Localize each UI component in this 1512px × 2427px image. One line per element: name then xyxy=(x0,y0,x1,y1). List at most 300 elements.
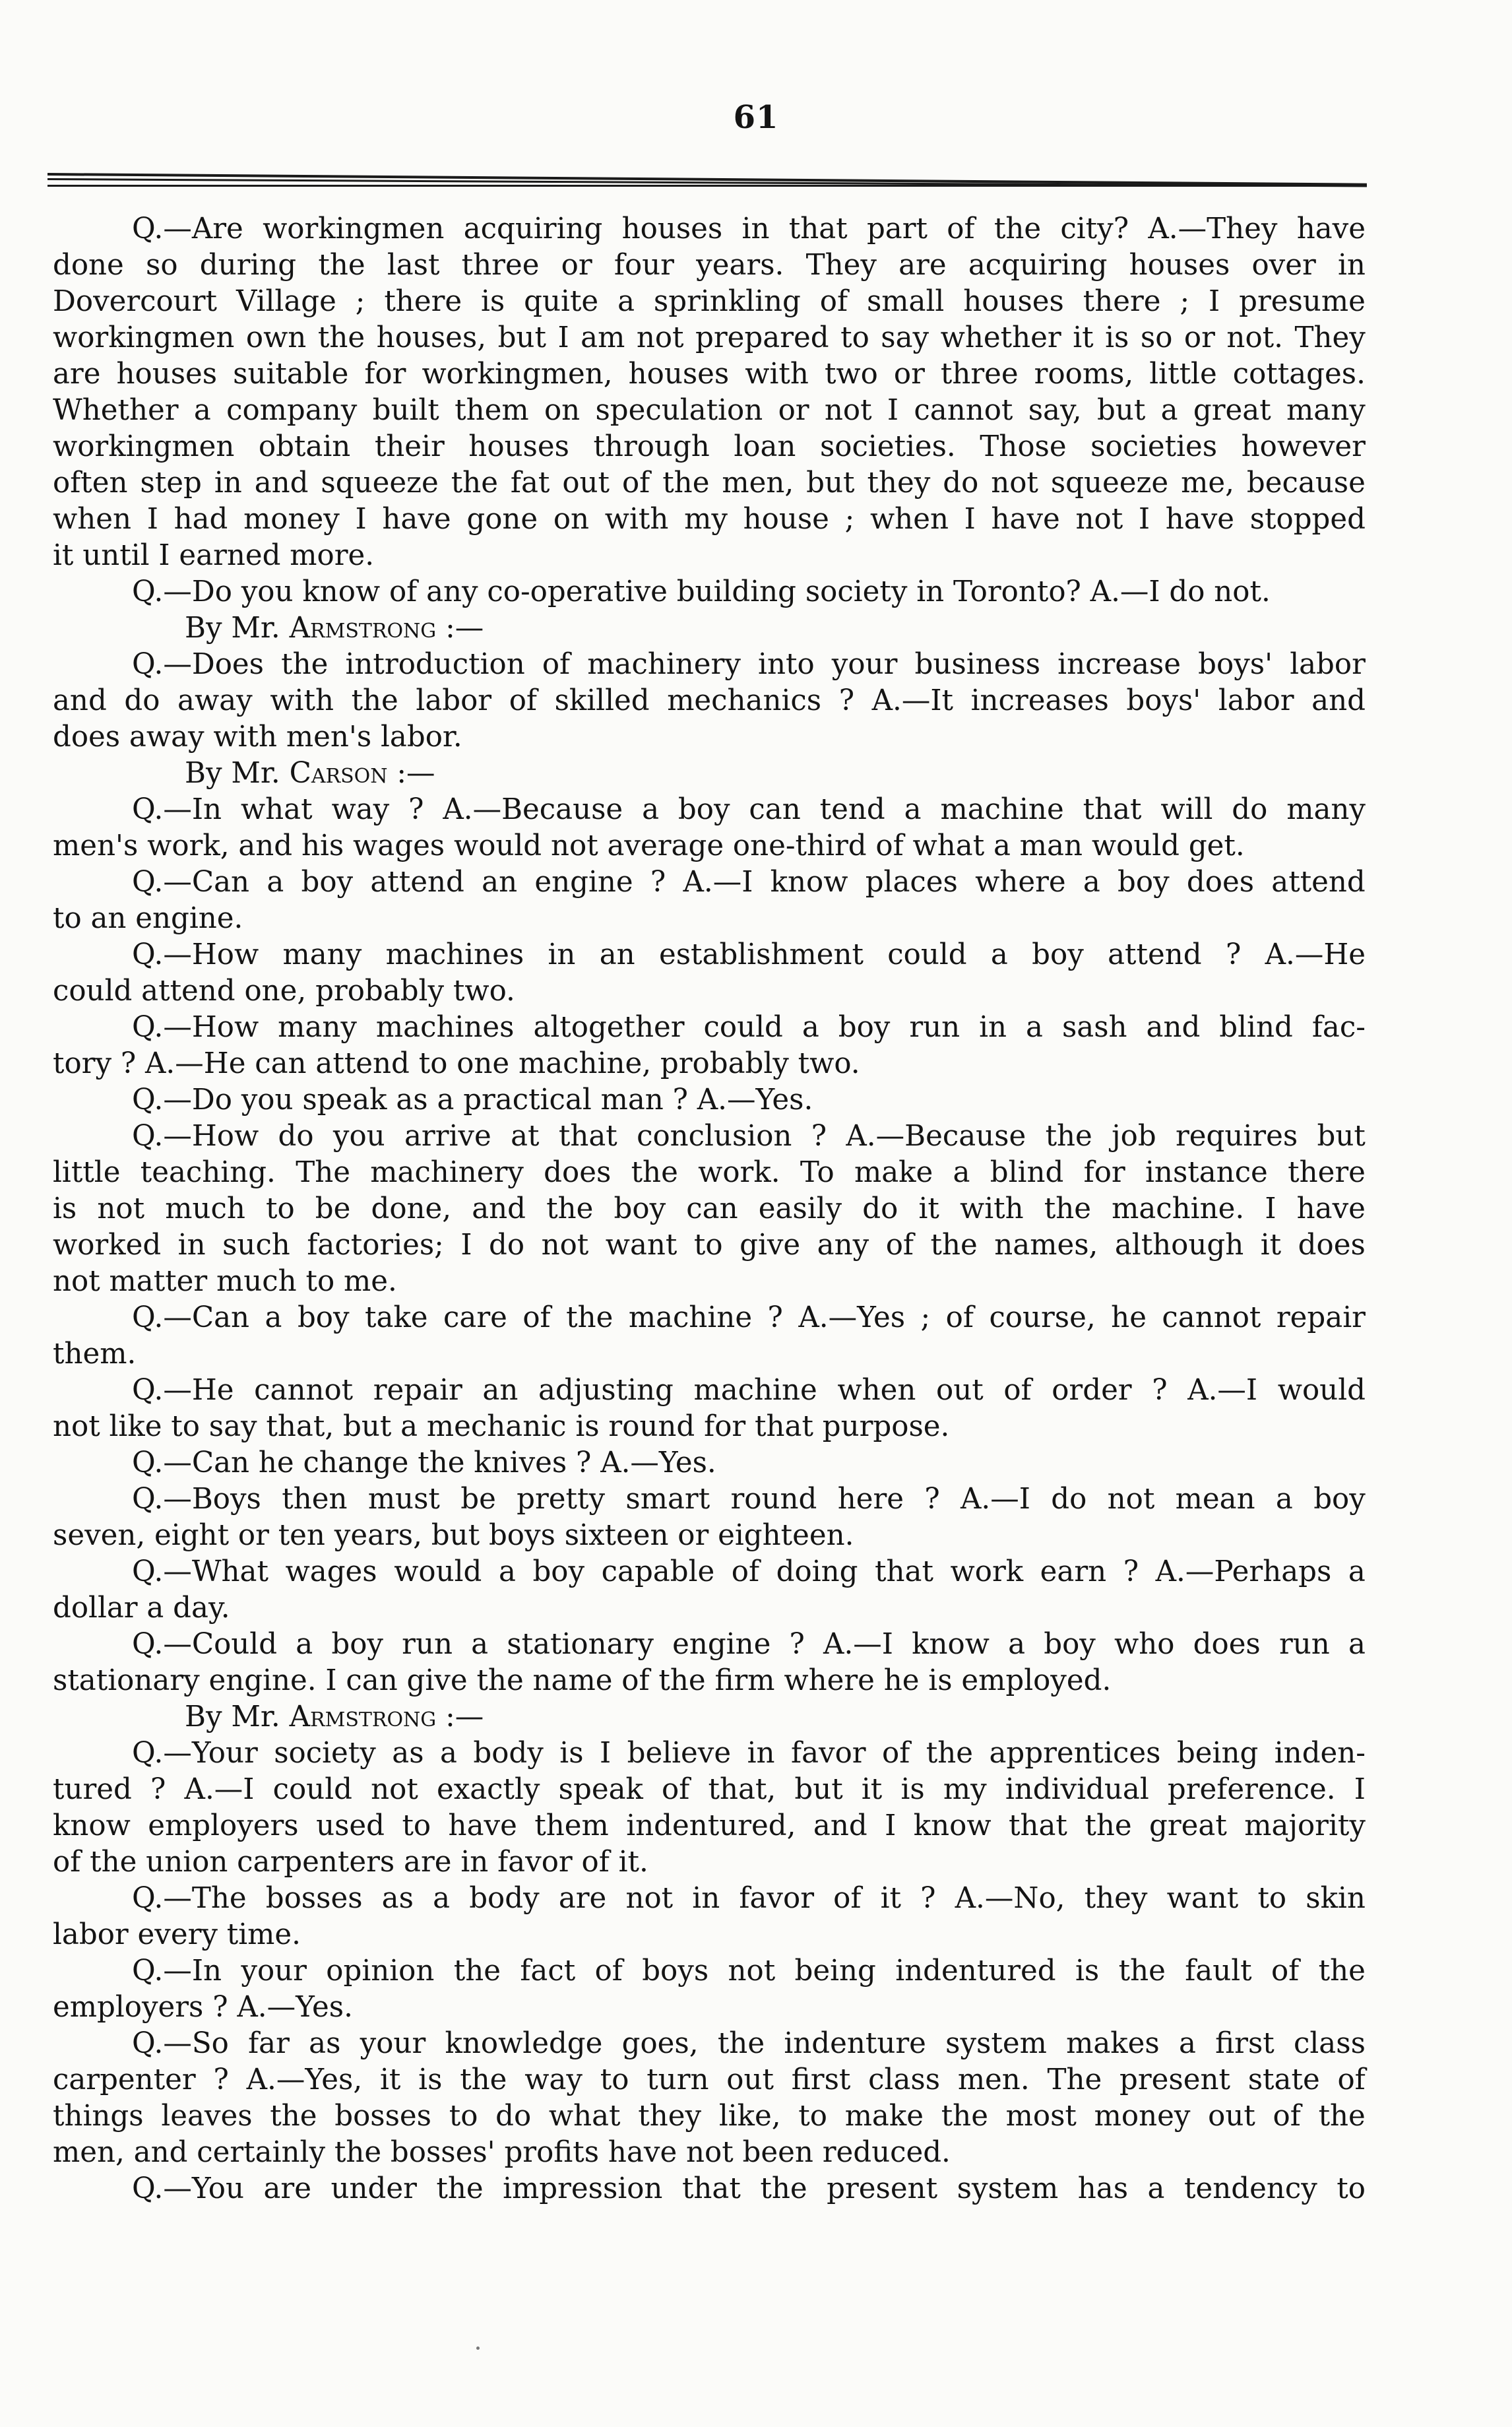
word: favor xyxy=(739,1882,814,1915)
text-line: tory ? A.—He can attend to one machine, probably two. xyxy=(53,1047,860,1080)
word: state xyxy=(1247,2063,1320,2096)
word: on xyxy=(544,394,581,427)
word: done xyxy=(53,249,124,282)
word: houses xyxy=(1129,249,1230,282)
word: ; xyxy=(920,1301,931,1334)
word: things xyxy=(53,2100,144,2133)
speaker-prefix: By Mr. xyxy=(185,757,290,790)
word: will xyxy=(1160,793,1213,826)
word: ? xyxy=(150,1773,166,1806)
word: to xyxy=(693,1229,723,1262)
text-line: men's work, and his wages would not average one-third of what a man would get. xyxy=(53,829,1245,862)
text-line: labor every time. xyxy=(53,1918,301,1951)
word: gone xyxy=(466,503,538,536)
word: ; xyxy=(844,503,855,536)
word: out xyxy=(1208,2100,1255,2133)
word: like, xyxy=(718,2100,781,2133)
word: class xyxy=(1294,2027,1366,2060)
word: being xyxy=(1176,1737,1259,1770)
word: know xyxy=(913,1809,992,1842)
word: acquiring xyxy=(463,212,603,245)
text-line: of the union carpenters are in favor of it. xyxy=(53,1846,648,1879)
word: arrive xyxy=(404,1120,491,1153)
word: does xyxy=(544,1156,612,1189)
word: present xyxy=(1119,2063,1230,2096)
speaker-heading xyxy=(53,756,1366,792)
word: run xyxy=(402,1628,453,1661)
word: smart xyxy=(625,1483,710,1516)
word: as xyxy=(392,1737,424,1770)
word: not xyxy=(1075,503,1123,536)
word: I xyxy=(1265,1192,1276,1225)
text-line: men, and certainly the bosses' profits have not been reduced. xyxy=(53,2136,951,2169)
word: out xyxy=(562,467,610,500)
speaker-name: Armstrong xyxy=(289,612,437,645)
word: to xyxy=(265,1192,295,1225)
word: of xyxy=(594,1955,623,1988)
speaker-suffix: :— xyxy=(436,1700,484,1733)
word: first xyxy=(791,2063,851,2096)
word: a xyxy=(1160,394,1178,427)
word: body xyxy=(469,1882,540,1915)
word: cannot xyxy=(1162,1301,1261,1334)
word: fault xyxy=(1185,1955,1252,1988)
word: done, xyxy=(371,1192,452,1225)
speaker-suffix: :— xyxy=(387,757,435,790)
word: houses xyxy=(621,212,723,245)
word: want xyxy=(605,1229,677,1262)
word: to xyxy=(402,1809,431,1842)
word: bosses xyxy=(334,2100,431,2133)
word: A.—I xyxy=(683,866,753,899)
word: does xyxy=(1298,1229,1366,1262)
word: or xyxy=(778,394,809,427)
word: are xyxy=(558,1882,607,1915)
word: with xyxy=(745,358,809,391)
word: do xyxy=(489,1229,525,1262)
word: loan xyxy=(734,430,796,463)
word: when xyxy=(53,503,132,536)
word: say, xyxy=(1028,394,1082,427)
word: part xyxy=(866,212,928,245)
word: there xyxy=(1083,285,1161,318)
word: run xyxy=(909,1011,961,1044)
word: not xyxy=(97,1192,145,1225)
text-line: Q.—Do you know of any co-operative building society in Toronto? A.—I do not. xyxy=(132,575,1271,608)
word: ? xyxy=(1123,1555,1139,1588)
word: that xyxy=(1083,793,1142,826)
word: obtain xyxy=(258,430,351,463)
word: Q.—How xyxy=(132,938,259,971)
word: To xyxy=(800,1156,835,1189)
word: at xyxy=(511,1120,540,1153)
text-line: seven, eight or ten years, but boys sixteen or eighteen. xyxy=(53,1519,854,1552)
word: quite xyxy=(524,285,599,318)
word: opinion xyxy=(326,1955,435,1988)
word: Q.—Does xyxy=(132,648,264,681)
word: he xyxy=(1111,1301,1147,1334)
word: ; xyxy=(1180,285,1190,318)
word: step xyxy=(140,467,202,500)
word: know xyxy=(912,1628,990,1661)
word: labor xyxy=(1218,684,1294,717)
word: and xyxy=(254,467,309,500)
word: of xyxy=(662,1773,690,1806)
word: speculation xyxy=(595,394,763,427)
text-line xyxy=(53,1010,1366,1046)
word: conclusion xyxy=(637,1120,792,1153)
word: the xyxy=(926,1737,974,1770)
word: not. xyxy=(1226,321,1283,354)
word: away xyxy=(177,684,253,717)
word: easily xyxy=(758,1192,842,1225)
word: many xyxy=(282,938,362,971)
word: a xyxy=(265,1301,282,1334)
word: a xyxy=(193,394,211,427)
word: know xyxy=(53,1809,131,1842)
word: the xyxy=(930,1229,978,1262)
word: workingmen xyxy=(53,321,235,354)
word: system xyxy=(957,2172,1059,2205)
word: mechanics xyxy=(667,684,822,717)
word: Q.—How xyxy=(132,1120,259,1153)
word: majority xyxy=(1244,1809,1366,1842)
word: tured xyxy=(53,1773,132,1806)
word: boy xyxy=(532,1555,585,1588)
word: of xyxy=(731,1555,760,1588)
word: any xyxy=(817,1229,869,1262)
word: a xyxy=(642,793,660,826)
word: of xyxy=(885,1229,914,1262)
word: three xyxy=(940,358,1019,391)
speaker-suffix: :— xyxy=(436,612,484,645)
word: believe xyxy=(627,1737,732,1770)
word: machine xyxy=(628,1301,753,1334)
word: boy xyxy=(1313,1483,1366,1516)
word: four xyxy=(614,249,674,282)
text-line xyxy=(53,284,1366,320)
speaker-prefix: By Mr. xyxy=(185,1700,290,1733)
text-line xyxy=(53,1953,1366,1990)
text-line xyxy=(53,1155,1366,1191)
word: am xyxy=(581,321,625,354)
word: it xyxy=(861,1773,883,1806)
word: tend xyxy=(819,793,885,826)
text-line xyxy=(53,1481,1366,1518)
word: houses xyxy=(628,358,730,391)
word: factories; xyxy=(307,1229,444,1262)
text-line xyxy=(53,1772,1366,1808)
text-line xyxy=(53,2026,1366,2062)
word: acquiring xyxy=(968,249,1108,282)
word: for xyxy=(1083,1156,1125,1189)
text-line xyxy=(53,320,1366,356)
word: a xyxy=(1275,1483,1293,1516)
speaker-prefix: By Mr. xyxy=(185,612,290,645)
word: of xyxy=(833,1882,862,1915)
word: worked xyxy=(53,1229,162,1262)
word: fact xyxy=(520,1955,576,1988)
word: when xyxy=(837,1374,916,1407)
word: is xyxy=(1105,321,1129,354)
word: societies xyxy=(1090,430,1218,463)
word: not xyxy=(991,467,1038,500)
word: round xyxy=(730,1483,817,1516)
word: establishment xyxy=(658,938,864,971)
word: knowledge xyxy=(445,2027,603,2060)
word: not xyxy=(824,394,872,427)
word: your xyxy=(831,648,898,681)
word: want xyxy=(1166,1882,1239,1915)
word: who xyxy=(1114,1628,1175,1661)
word: cottages. xyxy=(1232,358,1366,391)
word: way xyxy=(331,793,390,826)
word: Q.—You xyxy=(132,2172,244,2205)
word: the xyxy=(760,2172,807,2205)
word: your xyxy=(360,2027,426,2060)
word: wages xyxy=(285,1555,377,1588)
word: where xyxy=(975,866,1066,899)
word: rooms, xyxy=(1034,358,1134,391)
word: places xyxy=(865,866,958,899)
word: workingmen xyxy=(263,212,445,245)
word: machine xyxy=(693,1374,817,1407)
word: favor xyxy=(790,1737,866,1770)
word: of xyxy=(621,467,650,500)
word: great xyxy=(1193,394,1271,427)
word: a xyxy=(439,1737,457,1770)
word: small xyxy=(866,285,945,318)
word: I xyxy=(887,394,899,427)
text-line: not matter much to me. xyxy=(53,1265,397,1298)
word: names, xyxy=(994,1229,1098,1262)
word: first xyxy=(1215,2027,1275,2060)
word: is xyxy=(1075,1955,1100,1988)
word: society xyxy=(274,1737,376,1770)
word: or xyxy=(561,249,592,282)
word: not xyxy=(728,1955,776,1988)
text-line xyxy=(53,864,1366,901)
word: presume xyxy=(1239,285,1366,318)
word: boy xyxy=(331,1628,383,1661)
word: is xyxy=(559,1737,584,1770)
word: I xyxy=(1354,1773,1366,1806)
word: houses xyxy=(963,285,1064,318)
word: it xyxy=(918,1192,939,1225)
word: being xyxy=(794,1955,876,1988)
word: in xyxy=(741,212,770,245)
text-line: Q.—Do you speak as a practical man ? A.—Yes. xyxy=(132,1084,813,1116)
word: could xyxy=(272,1773,352,1806)
word: a xyxy=(1083,866,1100,899)
word: apprentices xyxy=(989,1737,1161,1770)
word: stationary xyxy=(507,1628,654,1661)
word: of xyxy=(947,212,975,245)
word: a xyxy=(433,1882,451,1915)
word: the xyxy=(1085,1809,1132,1842)
word: system xyxy=(945,2027,1047,2060)
word: They xyxy=(1294,321,1366,354)
text-line: to an engine. xyxy=(53,902,243,935)
word: carpenter xyxy=(53,2063,196,2096)
word: so xyxy=(1140,321,1173,354)
word: The xyxy=(296,1156,350,1189)
word: fat xyxy=(510,467,550,500)
word: could xyxy=(887,938,967,971)
word: are xyxy=(898,249,947,282)
word: be xyxy=(460,1483,496,1516)
word: so xyxy=(146,249,178,282)
word: are xyxy=(263,2172,311,2205)
word: machines xyxy=(375,1011,515,1044)
word: with xyxy=(270,684,334,717)
word: a xyxy=(1147,2172,1165,2205)
text-line xyxy=(53,1191,1366,1227)
word: the xyxy=(317,321,365,354)
word: what xyxy=(548,2100,621,2133)
word: Q.—He xyxy=(132,1374,234,1407)
word: boy xyxy=(1118,866,1170,899)
word: has xyxy=(1077,2172,1129,2205)
word: not xyxy=(625,1882,674,1915)
text-line xyxy=(53,393,1366,429)
word: Q.—Are xyxy=(132,212,243,245)
word: do xyxy=(1051,1483,1087,1516)
word: labor xyxy=(1290,648,1366,681)
word: such xyxy=(222,1229,290,1262)
word: they xyxy=(1084,1882,1148,1915)
word: boy xyxy=(301,866,354,899)
text-line: Q.—Can he change the knives ? A.—Yes. xyxy=(132,1446,716,1479)
word: A.—Perhaps xyxy=(1155,1555,1332,1588)
word: say xyxy=(881,321,929,354)
word: I xyxy=(1209,285,1220,318)
word: do xyxy=(278,1120,314,1153)
word: although xyxy=(1114,1229,1244,1262)
word: boy xyxy=(297,1301,350,1334)
word: have xyxy=(1296,1192,1366,1225)
word: far xyxy=(248,2027,290,2060)
word: the xyxy=(270,2100,317,2133)
text-line: could attend one, probably two. xyxy=(53,975,515,1008)
word: there xyxy=(1288,1156,1366,1189)
word: boy xyxy=(838,1011,891,1044)
text-line xyxy=(53,1881,1366,1917)
word: houses, xyxy=(376,321,487,354)
word: with xyxy=(959,1192,1024,1225)
word: A.—He xyxy=(1265,938,1366,971)
word: of xyxy=(1271,1955,1300,1988)
word: turn xyxy=(646,2063,709,2096)
word: machinery xyxy=(587,648,741,681)
word: can xyxy=(749,793,801,826)
word: I xyxy=(885,1809,897,1842)
word: boy xyxy=(677,793,730,826)
word: order xyxy=(1052,1374,1132,1407)
text-line xyxy=(53,1735,1366,1772)
word: the xyxy=(1044,1192,1091,1225)
word: suitable xyxy=(233,358,349,391)
word: I xyxy=(964,503,976,536)
word: ? xyxy=(924,1483,940,1516)
word: body xyxy=(473,1737,544,1770)
word: ? xyxy=(213,2063,229,2096)
text-line: does away with men's labor. xyxy=(53,721,462,754)
word: machine. xyxy=(1112,1192,1245,1225)
word: a xyxy=(1026,1011,1043,1044)
word: that xyxy=(788,212,848,245)
word: A.—Yes xyxy=(798,1301,906,1334)
word: the xyxy=(566,1301,614,1334)
word: repair xyxy=(1276,1301,1366,1334)
text-line: not like to say that, but a mechanic is round for that purpose. xyxy=(53,1410,950,1443)
word: sprinkling xyxy=(653,285,801,318)
word: three xyxy=(461,249,540,282)
word: in xyxy=(548,938,576,971)
text-line xyxy=(53,683,1366,719)
word: Q.—The xyxy=(132,1882,247,1915)
word: is xyxy=(53,1192,77,1225)
word: to xyxy=(798,2100,827,2133)
text-line xyxy=(53,792,1366,828)
word: to xyxy=(449,2100,478,2133)
word: boys xyxy=(642,1955,709,1988)
word: little xyxy=(1149,358,1217,391)
text-line: dollar a day. xyxy=(53,1592,230,1625)
word: ; xyxy=(355,285,365,318)
word: Whether xyxy=(53,394,179,427)
word: pretty xyxy=(517,1483,606,1516)
testimony-body xyxy=(53,211,1366,2207)
word: but xyxy=(1096,394,1146,427)
word: are xyxy=(53,358,101,391)
word: instance xyxy=(1145,1156,1268,1189)
word: introduction xyxy=(345,648,525,681)
word: employers xyxy=(148,1809,299,1842)
word: money xyxy=(243,503,340,536)
text-line xyxy=(53,1300,1366,1336)
word: A.—They xyxy=(1148,212,1278,245)
word: me, xyxy=(1181,467,1234,500)
word: skin xyxy=(1306,1882,1366,1915)
word: increase xyxy=(1057,648,1181,681)
word: A.—I xyxy=(823,1628,893,1661)
word: great xyxy=(1149,1809,1227,1842)
word: houses xyxy=(468,430,569,463)
word: Q.—Can xyxy=(132,866,250,899)
word: an xyxy=(599,938,635,971)
word: to xyxy=(1337,2172,1366,2205)
word: not xyxy=(636,321,684,354)
word: ? xyxy=(811,1120,827,1153)
word: company xyxy=(226,394,358,427)
text-line xyxy=(53,647,1366,683)
word: ? xyxy=(789,1628,805,1661)
word: the xyxy=(1318,2100,1366,2133)
text-line xyxy=(53,247,1366,284)
word: bosses xyxy=(265,1882,363,1915)
word: A.—Yes, xyxy=(246,2063,363,2096)
word: goes, xyxy=(621,2027,699,2060)
text-line xyxy=(53,1227,1366,1264)
word: but xyxy=(497,321,546,354)
word: business xyxy=(914,648,1041,681)
word: not xyxy=(541,1229,589,1262)
word: house xyxy=(743,503,829,536)
word: a xyxy=(953,1156,970,1189)
word: adjusting xyxy=(538,1374,674,1407)
word: Q.—What xyxy=(132,1555,268,1588)
